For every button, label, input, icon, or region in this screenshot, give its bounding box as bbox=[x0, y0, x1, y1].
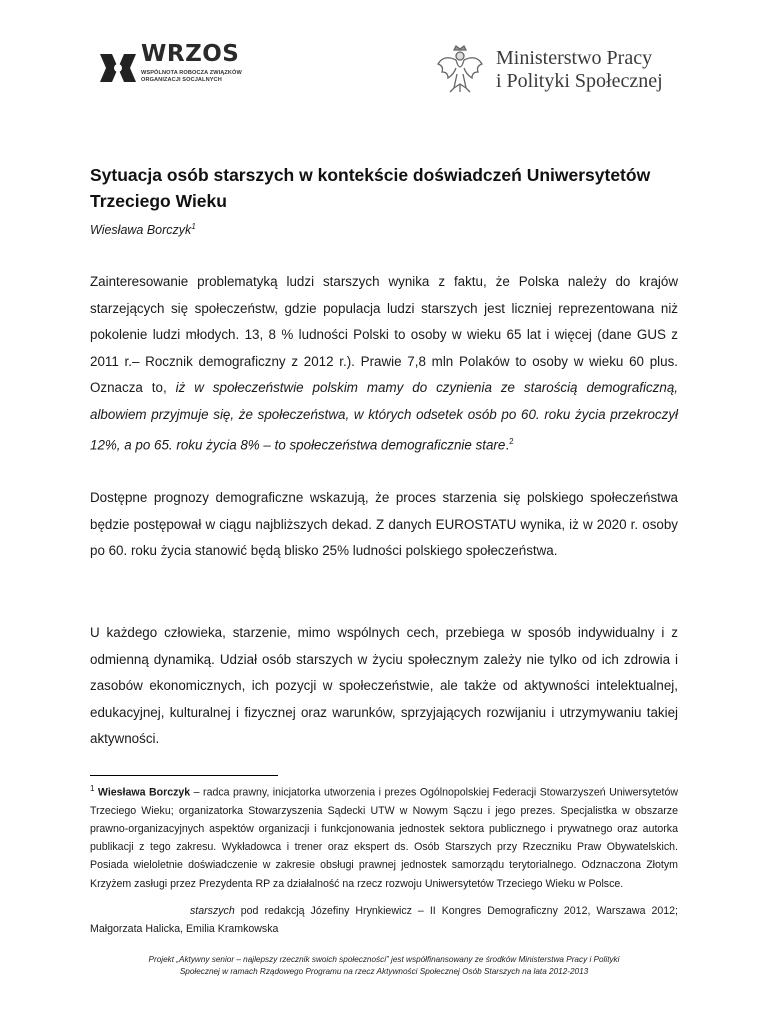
footnote-1-name: Wiesława Borczyk bbox=[97, 786, 191, 799]
author-footnote-ref: 1 bbox=[191, 222, 196, 231]
eagle-emblem-icon bbox=[434, 44, 486, 96]
paragraph-1-footnote-ref: 2 bbox=[509, 436, 514, 446]
ministry-logo bbox=[434, 44, 694, 96]
ministry-name-line1: Ministerstwo Pracy bbox=[496, 47, 653, 69]
wrzos-name: WRZOS bbox=[141, 41, 240, 67]
wrzos-subtitle-line1: WSPÓLNOTA ROBOCZA ZWIĄZKÓW bbox=[141, 70, 242, 76]
paragraph-2: Dostępne prognozy demograficzne wskazują, że proces starzenia się polskiego społeczeństwa będzie postępował w ciągu najbliższych dekad. Z danych EUROSTATU wynika, iż w 2020 r. osoby po 60. roku życia stanowić będą blisko 25% ludności polskiego społeczeństwa. bbox=[90, 490, 678, 559]
footnote-2-italic: starszych bbox=[190, 905, 235, 917]
footnote-2-text: pod redakcją Józefiny Hrynkiewicz – II Kongres Demograficzny 2012, Warszawa 2012; Małgorzata Halicka, Emilia Kramkowska bbox=[90, 905, 678, 936]
page-footer-line1: Projekt „Aktywny senior – najlepszy rzecznik swoich społeczności” jest współfinansowany ze środków Ministerstwa Pracy i Polityki bbox=[148, 955, 620, 964]
footnote-2-continuation bbox=[90, 902, 678, 938]
page-footer-line2: Społecznej w ramach Rządowego Programu na rzecz Aktywności Społecznej Osób Starszych na lata 2012-2013 bbox=[179, 966, 589, 976]
paragraph-3: U każdego człowieka, starzenie, mimo wspólnych cech, przebiega w sposób indywidualny i z odmienną dynamiką. Udział osób starszych w życiu społecznym zależy nie tylko od ich zdrowia i zasobów ekonomicznych, ich pozycji w społeczeństwie, ale także od aktywności intelektualnej, edukacyjnej, kulturalnej i fizycznej oraz warunków, sprzyjających rozwijaniu i utrzymywaniu takiej aktywności. bbox=[90, 625, 678, 747]
footnote-1 bbox=[90, 780, 678, 893]
footnote-1-number: 1 bbox=[90, 784, 95, 793]
wrzos-logo bbox=[98, 41, 258, 92]
footnote-separator bbox=[90, 775, 278, 776]
paragraph-1-quote: iż w społeczeństwie polskim mamy do czynienia ze starością demograficzną, albowiem przyjmuje się, że społeczeństwa, w których odsetek osób po 60. roku życia przekroczył 12%, a po 65. roku życia 8% – to społeczeństwa demograficznie stare bbox=[90, 380, 678, 453]
ministry-name bbox=[496, 47, 663, 93]
paragraph-1 bbox=[90, 269, 678, 459]
author-name: Wiesława Borczyk bbox=[90, 223, 192, 238]
author-line bbox=[90, 222, 196, 237]
ministry-name-line2: i Polityki Społecznej bbox=[496, 70, 663, 92]
wrzos-subtitle bbox=[141, 70, 242, 83]
paragraph-1-end: . bbox=[505, 437, 510, 453]
page-footer bbox=[90, 954, 678, 977]
paragraph-1-text: Zainteresowanie problematyką ludzi starszych wynika z faktu, że Polska należy do krajów starzejących się społeczeństw, gdzie populacja ludzi starszych jest liczniej reprezentowana niż pokolenie ludzi młodych. 13, 8 % ludności Polski to osoby w wieku 65 lat i więcej (dane GUS z 2011 r.– Rocznik demograficzny z 2012 r.). Prawie 7,8 mln Polaków to osoby w wieku 60 plus. Oznacza to, bbox=[90, 274, 678, 396]
document-title: Sytuacja osób starszych w kontekście doświadczeń Uniwersytetów Trzeciego Wieku bbox=[90, 165, 651, 211]
footnote-1-text: – radca prawny, inicjatorka utworzenia i prezes Ogólnopolskiej Federacji Stowarzyszeń Uniwersytetów Trzeciego Wieku; organizatorka Stowarzyszenia Sądecki UTW w Nowym Sączu i jego prezes. Specjalistka w obszarze prawno-organizacyjnych aspektów organizacji i funkcjonowania jednostek sektora publicznego i prywatnego oraz autorka publikacji z tego zakresu. Wykładowca i trener oraz ekspert ds. Osób Starszych przy Rzeczniku Praw Obywatelskich. Posiada wieloletnie doświadczenie w zakresie obsługi prawnej jednostek samorządu terytorialnego. Odznaczona Złotym Krzyżem zasługi przez Prezydenta RP za działalność na rzecz rozwoju Uniwersytetów Trzeciego Wieku w Polsce. bbox=[90, 786, 679, 890]
wrzos-subtitle-line2: ORGANIZACJI SOCJALNYCH bbox=[141, 76, 222, 83]
wrzos-mark-icon bbox=[98, 48, 138, 88]
